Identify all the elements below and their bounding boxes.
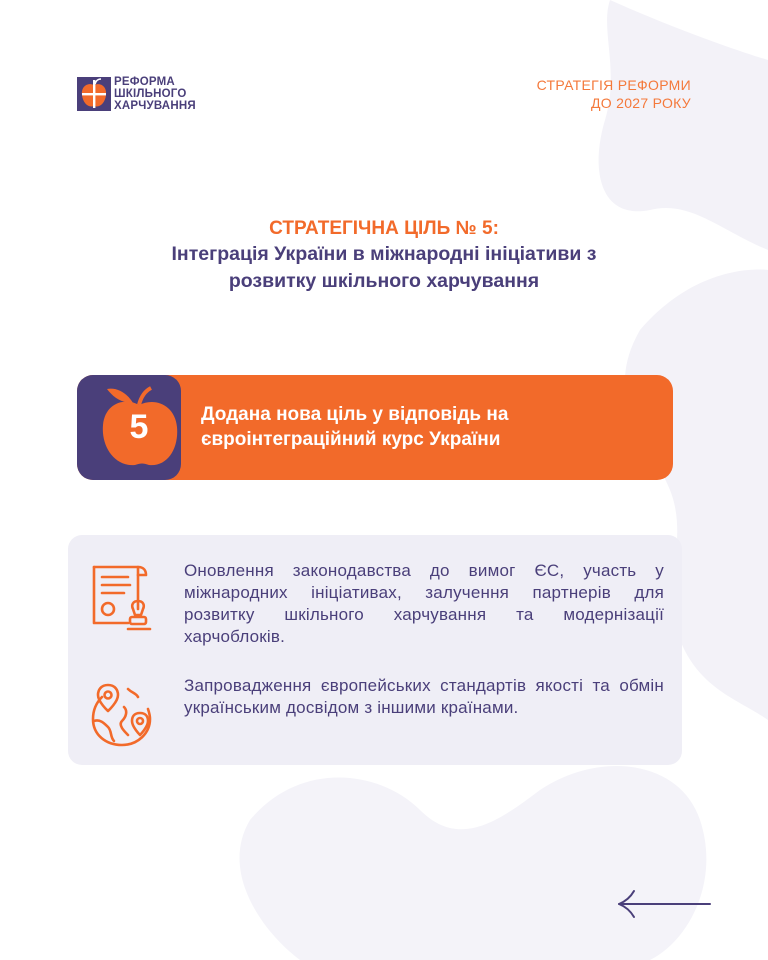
title-line-1: Інтеграція України в міжнародні ініціативи з [171,243,597,265]
goal-number: 5 [129,408,149,446]
globe-location-icon [88,677,158,749]
title-accent: СТРАТЕГІЧНА ЦІЛЬ № 5: [269,218,499,239]
goal-text [201,402,641,452]
logo-line-3: ХАРЧУВАННЯ [114,100,196,112]
goal-text-line-1: Додана нова ціль у відповідь на [201,404,509,425]
strategy-line-2: ДО 2027 РОКУ [590,95,691,111]
apple-logo-icon [77,77,111,111]
strategy-label [537,76,691,112]
title-line-2: розвитку шкільного харчування [228,270,540,292]
goal-text-line-2: євроінтеграційний курс України [201,429,501,450]
info-panel [68,535,682,765]
logo-line-2: ШКІЛЬНОГО [114,88,187,100]
logo-line-1: РЕФОРМА [114,76,175,88]
page-title [0,217,768,295]
item-text: Оновлення законодавства до вимог ЄС, участь у міжнародних ініціативах, залучення партнерів для розвитку шкільного харчування та модернізації харчоблоків. [184,561,664,646]
brand-logo [77,76,196,112]
strategy-line-1: СТРАТЕГІЯ РЕФОРМИ [536,77,691,93]
goal-banner [77,375,673,480]
document-stamp-icon [88,563,158,635]
logo-text [114,76,196,112]
item-text: Запровадження європейських стандартів якості та обмін українським досвідом з іншими країнами. [184,676,664,717]
arrow-left-icon[interactable] [614,888,714,920]
